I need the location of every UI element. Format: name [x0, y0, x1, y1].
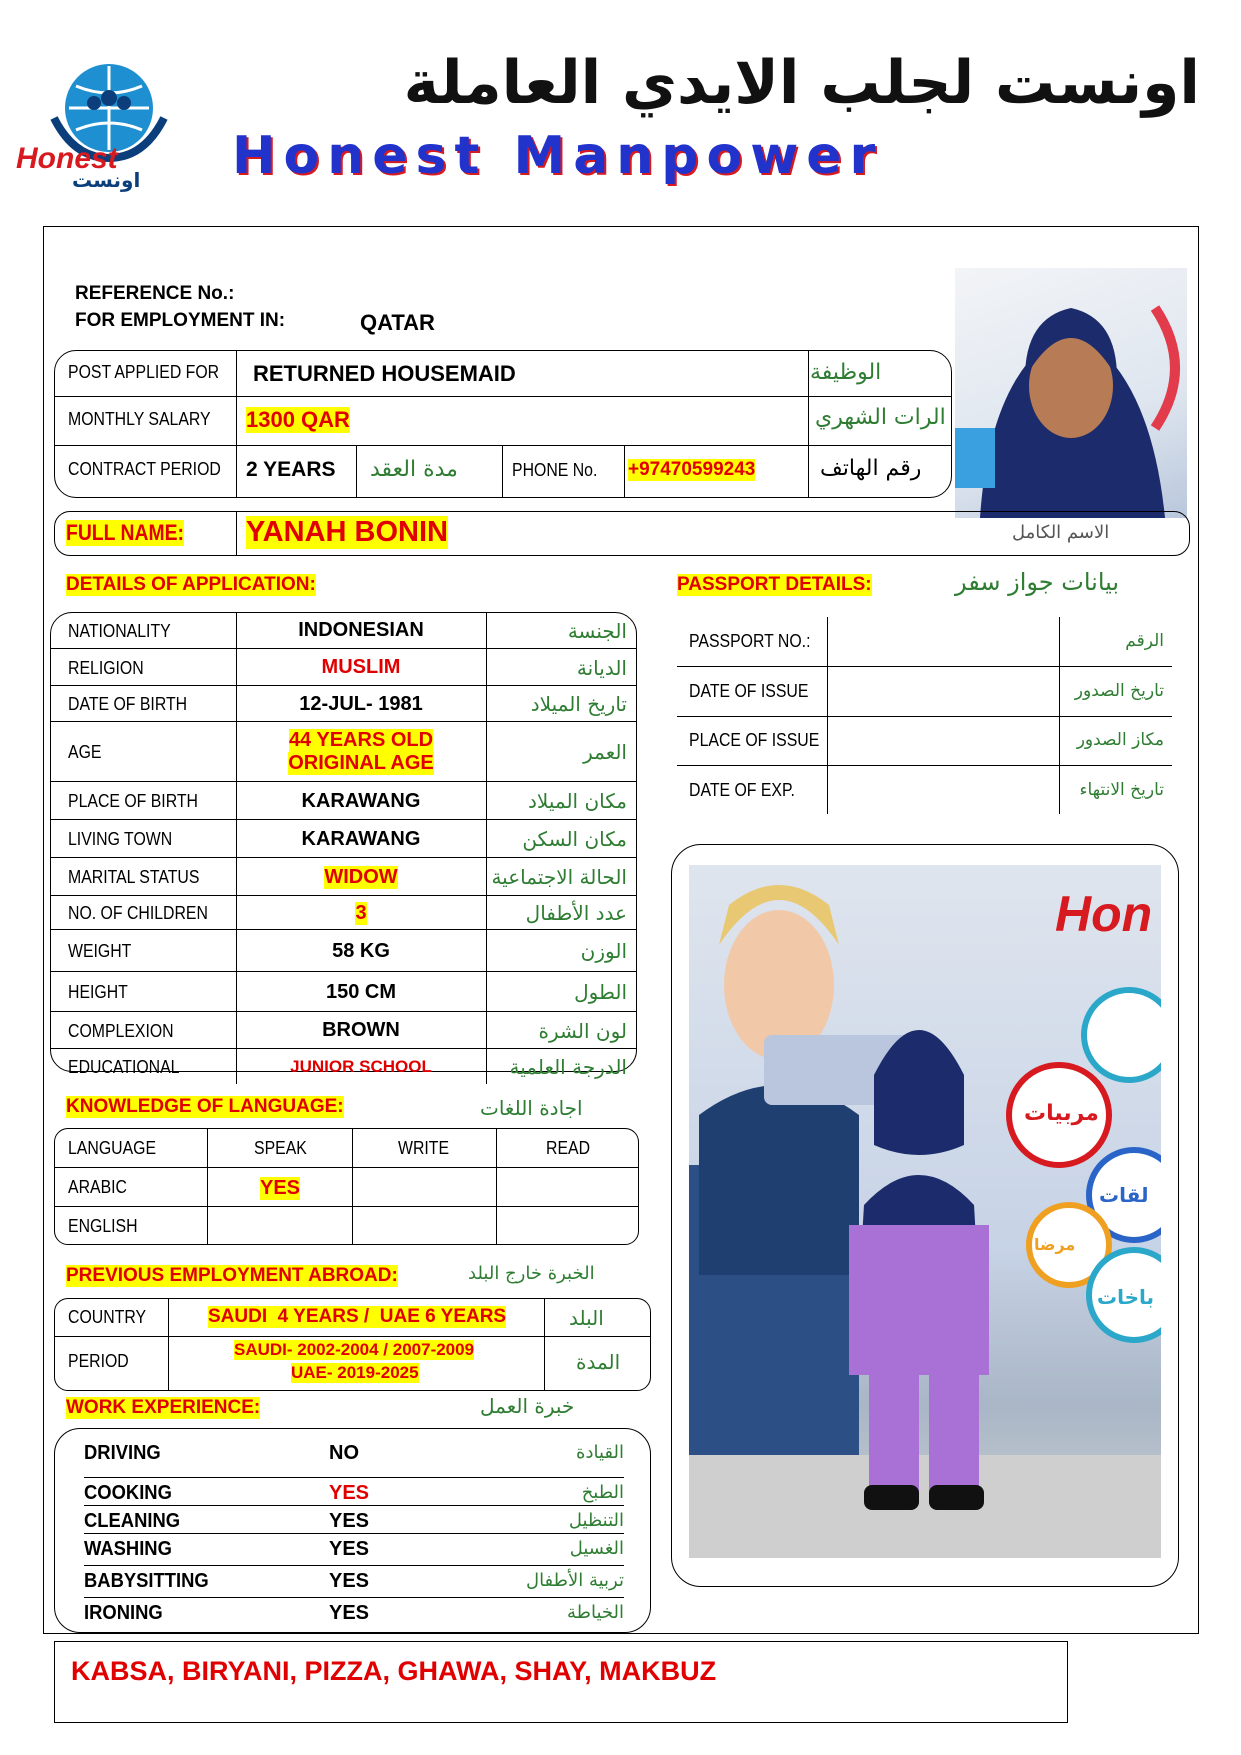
company-logo [14, 58, 194, 193]
work-label: CLEANING [84, 1510, 181, 1532]
phone-label: PHONE No. [512, 460, 598, 480]
passport-row [677, 716, 1172, 765]
lang-row-arabic: ARABIC [68, 1177, 127, 1197]
passport-label: PLACE OF ISSUE [689, 730, 820, 750]
post-value: RETURNED HOUSEMAID [253, 361, 516, 386]
phone-value: +97470599243 [628, 459, 756, 480]
passport-label: PASSPORT NO.: [689, 631, 811, 651]
contract-label: CONTRACT PERIOD [68, 459, 221, 479]
passport-ar: مكاز الصدور [1076, 730, 1164, 750]
detail-label: RELIGION [68, 657, 144, 678]
period-value-1: SAUDI- 2002-2004 / 2007-2009 [234, 1340, 475, 1359]
detail-ar: الوزن [580, 939, 627, 963]
work-label: DRIVING [84, 1442, 161, 1464]
detail-label: EDUCATIONAL [68, 1056, 180, 1077]
detail-ar: الجنسة [567, 618, 627, 643]
photo-banner-brand: Hon [1055, 886, 1153, 942]
passport-ar: تاريخ الانتهاء [1079, 779, 1164, 800]
detail-label: MARITAL STATUS [68, 867, 200, 887]
language-table [54, 1128, 639, 1245]
full-name-value: YANAH BONIN [246, 516, 448, 548]
full-body-photo [689, 865, 1161, 1558]
detail-ar: الطول [574, 980, 627, 1004]
work-value: YES [329, 1538, 370, 1560]
work-value: YES [329, 1510, 370, 1532]
passport-title: PASSPORT DETAILS: [677, 574, 872, 595]
detail-value [236, 930, 486, 972]
detail-value [236, 649, 486, 686]
detail-ar: مكان الميلاد [528, 789, 627, 813]
employment-label: FOR EMPLOYMENT IN: [75, 310, 286, 331]
detail-ar: مكان السكن [522, 827, 627, 851]
phone-ar: رقم الهاتف [820, 456, 922, 481]
contract-ar: مدة العقد [370, 457, 458, 482]
work-value: NO [329, 1442, 359, 1464]
full-name-ar: الاسم الكامل [1012, 522, 1110, 543]
detail-value-text: 58 KG [332, 939, 390, 962]
photo-banner-badge: مرضا [1034, 1235, 1076, 1254]
detail-ar: لون الشرة [538, 1018, 627, 1043]
passport-table [677, 617, 1172, 814]
photo-banner-badge: باخات [1097, 1285, 1155, 1309]
detail-value-text: 150 CM [325, 980, 397, 1003]
work-value: YES [329, 1482, 370, 1504]
previous-title: PREVIOUS EMPLOYMENT ABROAD: [66, 1265, 398, 1286]
detail-value [236, 782, 486, 820]
detail-value-text: WIDOW [324, 865, 398, 888]
food-note: KABSA, BIRYANI, PIZZA, GHAWA, SHAY, MAKBUZ [71, 1656, 717, 1686]
work-label: WASHING [84, 1538, 172, 1560]
passport-ar: تاريخ الصدور [1074, 680, 1164, 701]
work-title-ar: خبرة العمل [480, 1394, 575, 1418]
country-ar: البلد [569, 1306, 604, 1330]
detail-label: DATE OF BIRTH [68, 694, 188, 714]
previous-title-ar: الخبرة خارج البلد [468, 1263, 595, 1284]
post-label: POST APPLIED FOR [68, 362, 220, 382]
work-ar: التنظيل [568, 1510, 624, 1531]
work-ar: تربية الأطفال [525, 1570, 624, 1591]
detail-ar: الديانة [576, 655, 627, 680]
detail-value-text: ORIGINAL AGE [288, 752, 434, 774]
work-label: IRONING [84, 1602, 163, 1624]
post-ar: الوظيفة [810, 360, 882, 385]
full-name-label: FULL NAME: [66, 520, 184, 545]
work-row [84, 1568, 624, 1596]
work-title: WORK EXPERIENCE: [66, 1397, 261, 1418]
passport-row [677, 766, 1172, 815]
english-company-title: Honest Manpower [232, 126, 884, 186]
logo-text: Honest [16, 142, 118, 175]
logo-arabic: اونست [72, 168, 141, 192]
detail-value-text: INDONESIAN [298, 619, 424, 641]
detail-value [236, 858, 486, 896]
work-ar: الخياطة [567, 1602, 624, 1623]
detail-ar: العمر [583, 740, 627, 764]
passport-ar: الرقم [1125, 631, 1164, 651]
detail-label: LIVING TOWN [68, 829, 173, 849]
work-divider [84, 1505, 624, 1506]
work-value: YES [329, 1570, 370, 1592]
work-value: YES [329, 1602, 370, 1624]
contract-value: 2 YEARS [246, 458, 336, 481]
work-row [84, 1480, 624, 1508]
detail-label: NATIONALITY [68, 620, 171, 641]
country-label: COUNTRY [68, 1307, 147, 1327]
detail-label: HEIGHT [68, 982, 128, 1002]
salary-value: 1300 QAR [246, 407, 350, 432]
language-title-ar: اجادة اللغات [480, 1096, 583, 1120]
lang-header-language: LANGUAGE [68, 1138, 157, 1158]
detail-value [236, 612, 486, 649]
work-table [54, 1428, 651, 1633]
period-label: PERIOD [68, 1351, 129, 1371]
passport-row [677, 617, 1172, 666]
detail-value-text: 3 [355, 901, 367, 924]
lang-header-read: READ [546, 1138, 591, 1158]
photo-banner-badge: مربيات [1024, 1101, 1099, 1126]
work-ar: القيادة [576, 1442, 624, 1463]
period-value-2: UAE- 2019-2025 [291, 1363, 419, 1382]
work-label: COOKING [84, 1482, 172, 1504]
detail-ar: تاريخ الميلاد [530, 692, 627, 716]
work-divider [84, 1533, 624, 1534]
detail-label: AGE [68, 742, 102, 762]
reference-label: REFERENCE No.: [75, 283, 235, 304]
detail-value-text: JUNIOR SCHOOL [290, 1056, 432, 1076]
detail-value-text: KARAWANG [301, 827, 421, 850]
work-divider [84, 1477, 624, 1478]
details-title: DETAILS OF APPLICATION: [66, 574, 316, 595]
detail-label: NO. OF CHILDREN [68, 903, 208, 923]
detail-value [236, 1049, 486, 1084]
detail-value [236, 1012, 486, 1049]
work-label: BABYSITTING [84, 1570, 209, 1592]
work-divider [84, 1597, 624, 1598]
previous-table [54, 1298, 651, 1391]
employment-country: QATAR [360, 310, 435, 335]
passport-label: DATE OF ISSUE [689, 680, 809, 701]
work-row [84, 1508, 624, 1536]
salary-label: MONTHLY SALARY [68, 409, 211, 429]
detail-value-text: MUSLIM [321, 656, 401, 678]
lang-arabic-speak: YES [260, 1177, 301, 1199]
work-row [84, 1600, 624, 1628]
headshot-photo [955, 268, 1187, 518]
detail-label: PLACE OF BIRTH [68, 791, 198, 811]
passport-title-ar: بيانات جواز سفر [955, 568, 1120, 596]
detail-ar: عدد الأطفال [525, 901, 627, 925]
lang-header-write: WRITE [398, 1138, 450, 1158]
detail-label: WEIGHT [68, 941, 132, 961]
work-ar: الغسيل [569, 1538, 624, 1559]
country-value: SAUDI 4 YEARS / UAE 6 YEARS [208, 1306, 507, 1327]
detail-value-text: BROWN [322, 1019, 400, 1041]
work-divider [84, 1565, 624, 1566]
lang-row-english: ENGLISH [68, 1216, 138, 1236]
work-ar: الطبخ [581, 1482, 624, 1503]
work-row [84, 1440, 624, 1478]
detail-value [236, 686, 486, 722]
lang-header-speak: SPEAK [254, 1138, 307, 1158]
photo-banner-badge: لقات [1099, 1183, 1149, 1207]
detail-value-text: 12-JUL- 1981 [299, 692, 423, 715]
passport-row [677, 667, 1172, 716]
detail-label: COMPLEXION [68, 1020, 174, 1041]
detail-value-text: KARAWANG [301, 789, 421, 812]
passport-label: DATE OF EXP. [689, 779, 795, 800]
detail-value [236, 896, 486, 930]
detail-value-text: 44 YEARS OLD [288, 729, 434, 751]
salary-ar: الرات الشهري [815, 405, 946, 430]
detail-value [236, 722, 486, 782]
arabic-company-title: اونست لجلب الايدي العاملة [403, 48, 1200, 118]
detail-value [236, 972, 486, 1012]
detail-value [236, 820, 486, 858]
language-title: KNOWLEDGE OF LANGUAGE: [66, 1096, 344, 1117]
work-row [84, 1536, 624, 1564]
detail-ar: الدرجة العلمية [509, 1054, 627, 1079]
detail-ar: الحالة الاجتماعية [491, 865, 627, 889]
period-ar: المدة [576, 1350, 621, 1374]
